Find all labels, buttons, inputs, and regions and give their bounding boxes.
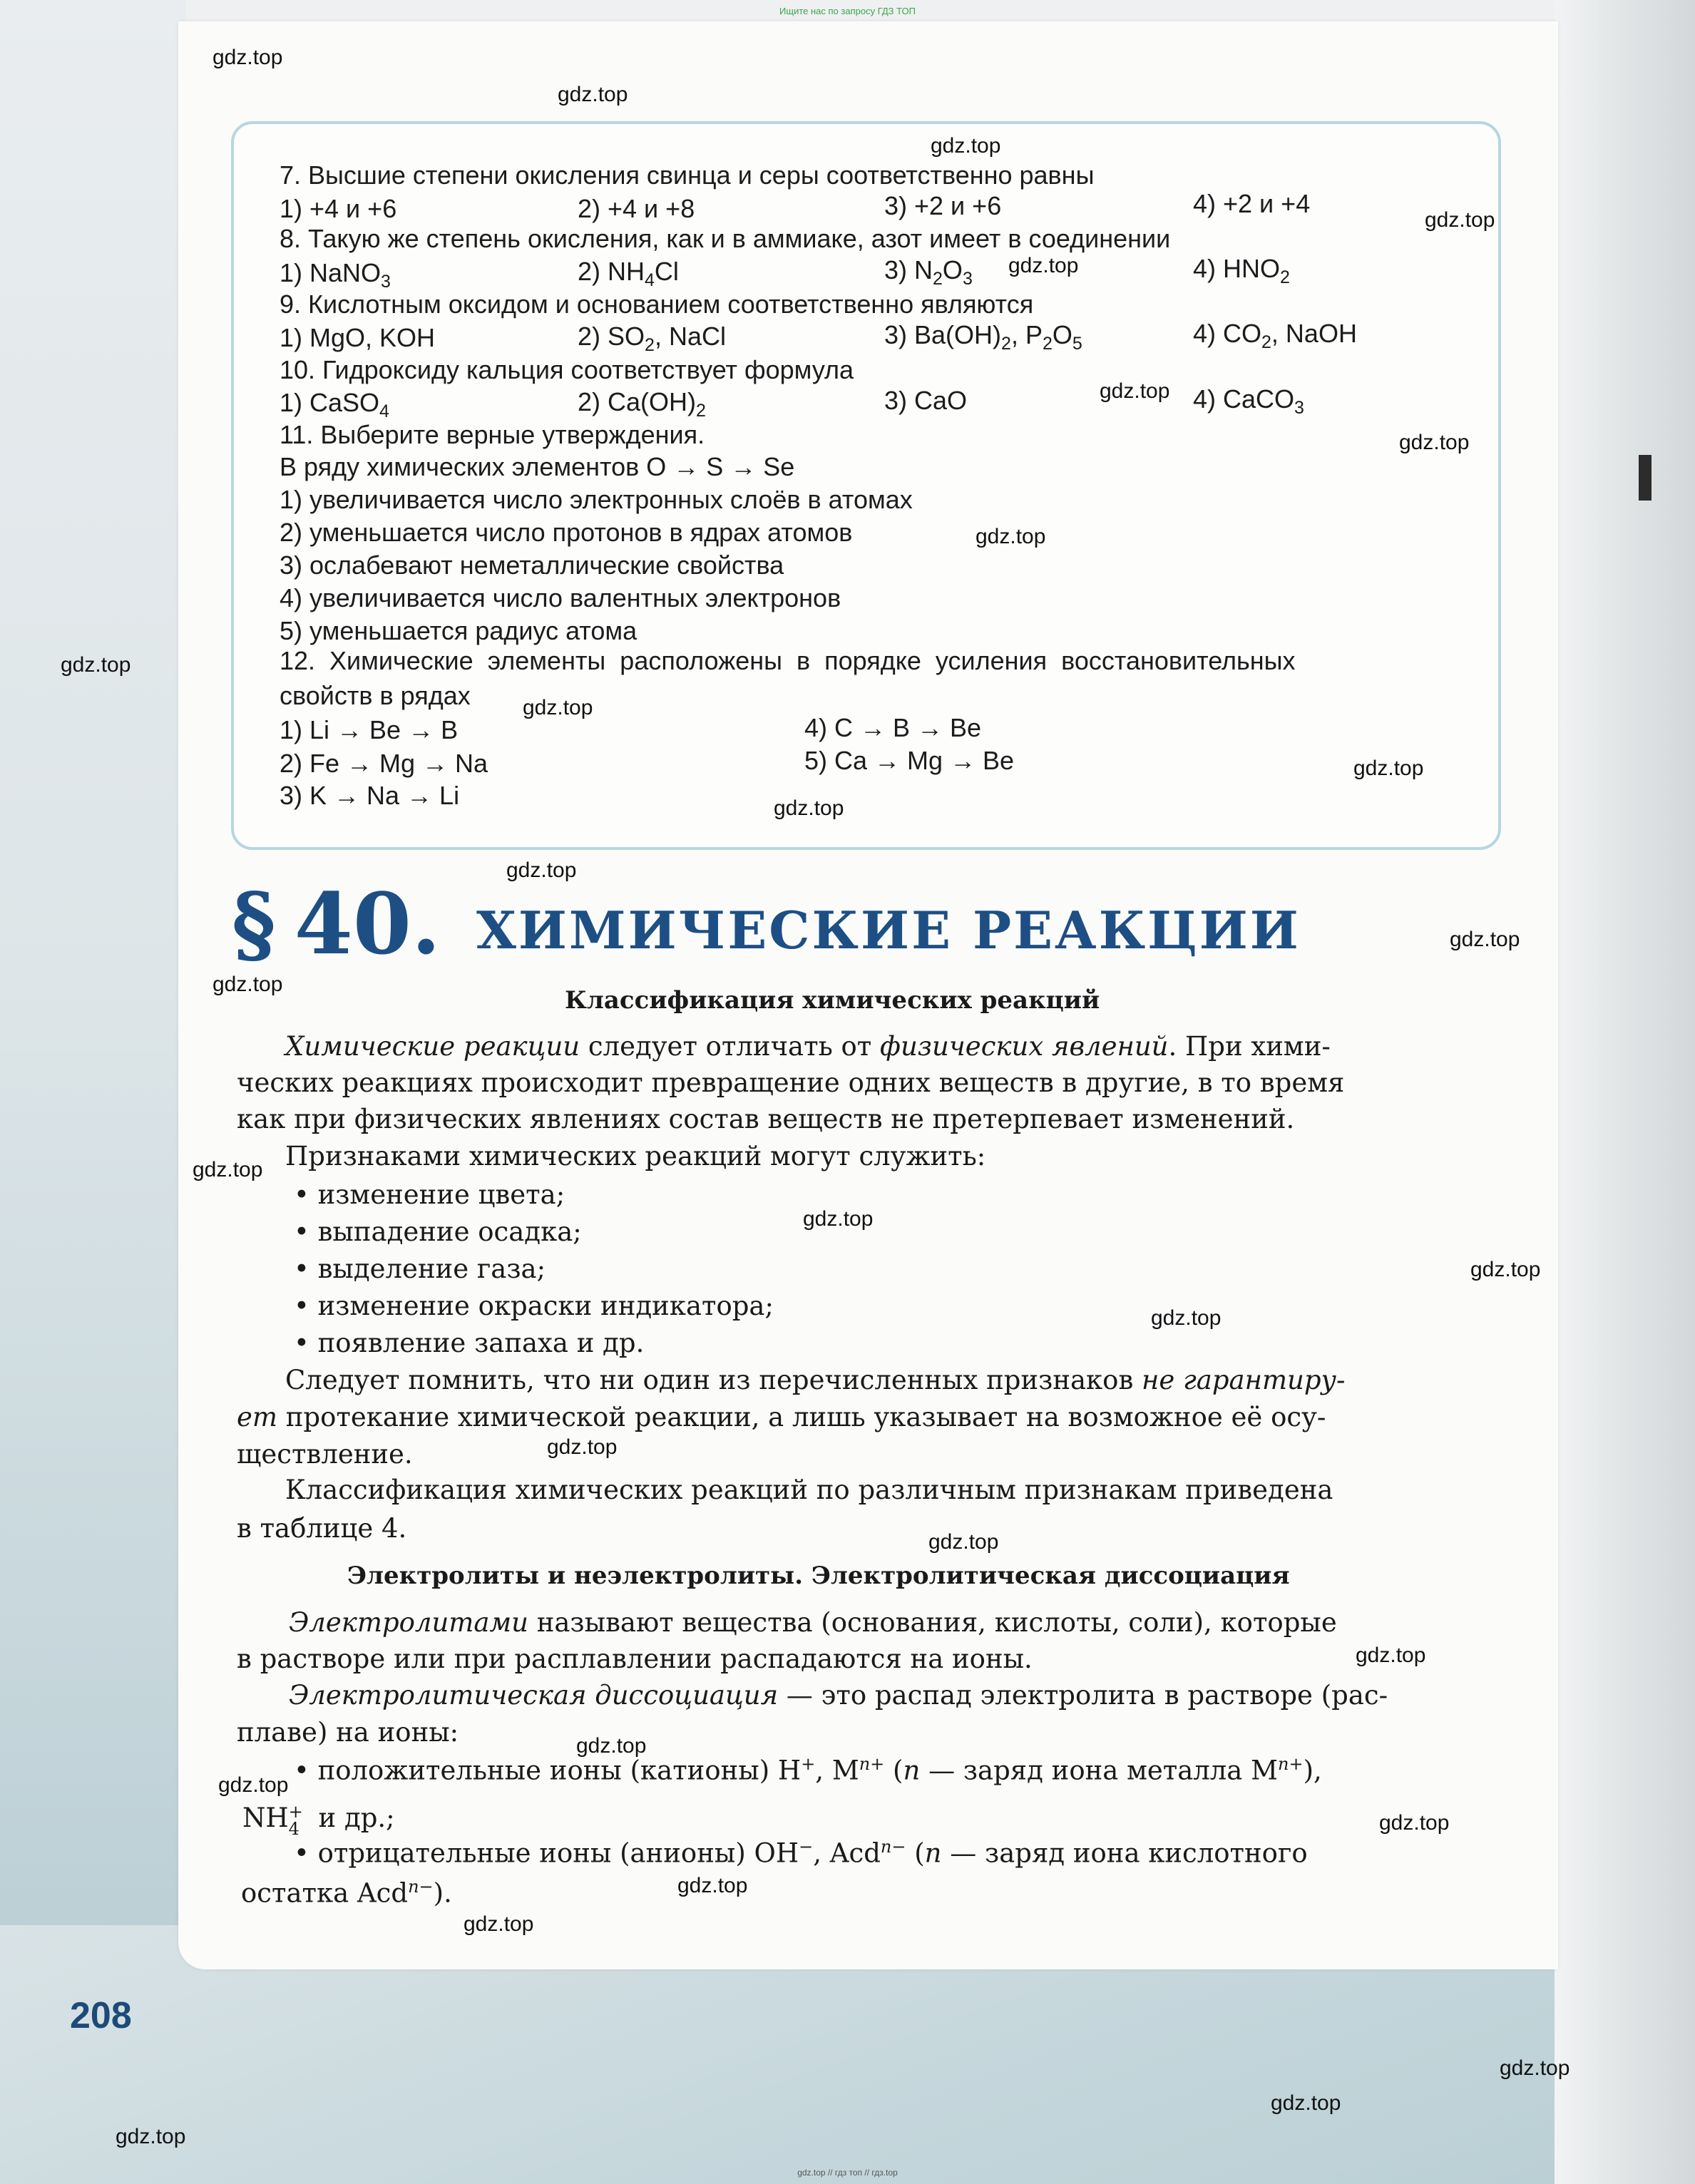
q11-option-3: 3) ослабевают неметаллические свойства <box>280 550 784 580</box>
watermark: gdz.top <box>1271 2091 1341 2115</box>
watermark: gdz.top <box>61 653 131 677</box>
watermark: gdz.top <box>116 2125 186 2148</box>
paragraph-4-line-1: Электролитами называют вещества (основания, кислоты, соли), которые <box>289 1607 1337 1638</box>
q12-option-4: 4) C → B → Be <box>804 713 982 742</box>
page-number: 208 <box>70 1995 132 2036</box>
q7-option-1: 1) +4 и +6 <box>280 194 397 223</box>
q9-option-1: 1) MgO, KOH <box>280 323 436 352</box>
q7-option-2: 2) +4 и +8 <box>578 194 695 223</box>
q11-option-5: 5) уменьшается радиус атома <box>280 616 637 645</box>
paragraph-4-line-2: в растворе или при расплавлении распадаются на ионы. <box>237 1644 1033 1674</box>
q12-option-3: 3) K → Na → Li <box>280 781 460 810</box>
q12-option-2: 2) Fe → Mg → Na <box>280 749 488 778</box>
q10-option-2: 2) $Ca(OH)_2$ <box>578 387 706 421</box>
q11-element-row: В ряду химических элементов O → S → Se <box>280 452 795 481</box>
watermark: gdz.top <box>1353 757 1424 780</box>
paragraph-1-line-3: как при физических явлениях состав веществ не претерпевает изменений. <box>237 1104 1295 1134</box>
background-right <box>1555 0 1695 2184</box>
question-12: 12. Химические элементы расположены в порядке усиления восстановительных <box>280 646 1296 675</box>
watermark: gdz.top <box>218 1773 289 1797</box>
paragraph-3-line-2: в таблице 4. <box>237 1513 407 1544</box>
q7-option-4: 4) +2 и +4 <box>1193 189 1311 218</box>
question-11: 11. Выберите верные утверждения. <box>280 420 705 449</box>
question-7: 7. Высшие степени окисления свинца и серы соответственно равны <box>280 160 1095 190</box>
negative-ions-line-2: остатка Acd$^{n-}$). <box>241 1877 452 1909</box>
footer-note: gdz.top // гдз топ // гдз.top <box>797 2168 898 2178</box>
sign-item-4: • изменение окраски индикатора; <box>294 1291 774 1321</box>
paragraph-5-line-1: Электролитическая диссоциация — это распад электролита в растворе (рас- <box>289 1680 1388 1711</box>
q10-option-1: 1) CaSO$_4$ <box>280 388 389 422</box>
paragraph-5-line-2: плаве) на ионы: <box>237 1717 459 1748</box>
section-name: ХИМИЧЕСКИЕ РЕАКЦИИ <box>476 900 1301 960</box>
question-10: 10. Гидроксиду кальция соответствует формула <box>280 355 854 384</box>
watermark: gdz.top <box>193 1158 263 1181</box>
watermark: gdz.top <box>1425 208 1495 232</box>
q8-option-1: 1) NaNO$_3$ <box>280 258 391 292</box>
watermark: gdz.top <box>975 525 1046 548</box>
q8-option-4: 4) $HNO_2$ <box>1193 254 1290 288</box>
q12-option-5: 5) Ca → Mg → Be <box>804 746 1015 775</box>
paragraph-2-line-1: Следует помнить, что ни один из перечисленных признаков не гарантиру- <box>285 1365 1346 1395</box>
watermark: gdz.top <box>1100 379 1170 403</box>
paragraph-2-line-3: ществление. <box>237 1439 413 1470</box>
section-number: 40. <box>294 874 441 973</box>
watermark: gdz.top <box>1500 2056 1570 2080</box>
negative-ions-line-1: • отрицательные ионы (анионы) OH−, Acd$^{n-}$ (n — заряд иона кислотного <box>294 1837 1308 1869</box>
header-note: Ищите нас по запросу ГДЗ ТОП <box>779 6 916 16</box>
section-title <box>232 874 1301 973</box>
watermark: gdz.top <box>931 134 1001 158</box>
question-8: 8. Такую же степень окисления, как и в аммиаке, азот имеет в соединении <box>280 224 1171 253</box>
watermark: gdz.top <box>558 83 628 106</box>
watermark: gdz.top <box>523 696 593 719</box>
q9-option-2: 2) $SO_2$, NaCl <box>578 322 726 356</box>
watermark: gdz.top <box>1151 1306 1222 1330</box>
question-12-line-2: свойств в рядах <box>280 681 471 710</box>
subheading-electrolytes: Электролиты и неэлектролиты. Электролитическая диссоциация <box>347 1562 1290 1590</box>
watermark: gdz.top <box>212 973 283 996</box>
subheading-classification: Классификация химических реакций <box>565 986 1100 1015</box>
q11-option-4: 4) увеличивается число валентных электронов <box>280 583 841 612</box>
watermark: gdz.top <box>464 1912 534 1936</box>
q8-option-3: 3) $N_2O_3$ <box>884 255 973 289</box>
q8-option-2: 2) $NH_4Cl$ <box>578 257 679 291</box>
background-left <box>0 0 185 2184</box>
q11-option-1: 1) увеличивается число электронных слоёв в атомах <box>280 485 913 514</box>
positive-ions-line-1: • положительные ионы (катионы) H+, $M^{n+}$ (n — заряд иона металла $M^{n+}$), <box>294 1754 1322 1786</box>
watermark: gdz.top <box>803 1207 874 1231</box>
watermark: gdz.top <box>1379 1811 1450 1835</box>
watermark: gdz.top <box>547 1435 618 1459</box>
watermark: gdz.top <box>677 1874 748 1897</box>
signs-intro: Признаками химических реакций могут служить: <box>285 1141 986 1172</box>
sign-item-5: • появление запаха и др. <box>294 1328 645 1358</box>
q7-option-3: 3) +2 и +6 <box>884 191 1002 220</box>
sign-item-3: • выделение газа; <box>294 1254 546 1284</box>
watermark: gdz.top <box>212 46 283 69</box>
q12-option-1: 1) Li → Be → B <box>280 715 459 744</box>
watermark: gdz.top <box>1008 254 1079 277</box>
paragraph-1-line-2: ческих реакциях происходит превращение одних веществ в другие, в то время <box>237 1067 1345 1098</box>
q9-option-3: 3) $Ba(OH)_2$, $P_2O_5$ <box>884 320 1082 354</box>
q11-option-2: 2) уменьшается число протонов в ядрах атомов <box>280 518 853 547</box>
q10-option-4: 4) CaCO$_3$ <box>1193 384 1304 419</box>
paragraph-1-line-1: Химические реакции следует отличать от физических явлений. При хими- <box>285 1031 1331 1062</box>
watermark: gdz.top <box>1450 928 1520 951</box>
watermark: gdz.top <box>928 1530 999 1554</box>
paragraph-3-line-1: Классификация химических реакций по различным признакам приведена <box>285 1475 1333 1505</box>
watermark: gdz.top <box>774 796 844 820</box>
question-9: 9. Кислотным оксидом и основанием соответственно являются <box>280 289 1034 319</box>
positive-ions-line-2: NH + 4 и др.; <box>242 1801 395 1839</box>
watermark: gdz.top <box>1399 431 1470 454</box>
book-edge-mark <box>1639 455 1652 501</box>
watermark: gdz.top <box>1356 1644 1426 1667</box>
paragraph-2-line-2: ет протекание химической реакции, а лишь указывает на возможное её осу- <box>237 1402 1326 1432</box>
sign-item-2: • выпадение осадка; <box>294 1216 582 1247</box>
watermark: gdz.top <box>576 1734 647 1758</box>
watermark: gdz.top <box>506 858 577 882</box>
sign-item-1: • изменение цвета; <box>294 1179 565 1210</box>
paragraph-symbol: § <box>232 874 276 973</box>
q10-option-3: 3) CaO <box>884 386 968 415</box>
watermark: gdz.top <box>1470 1258 1541 1281</box>
q9-option-4: 4) $CO_2$, NaOH <box>1193 319 1357 353</box>
